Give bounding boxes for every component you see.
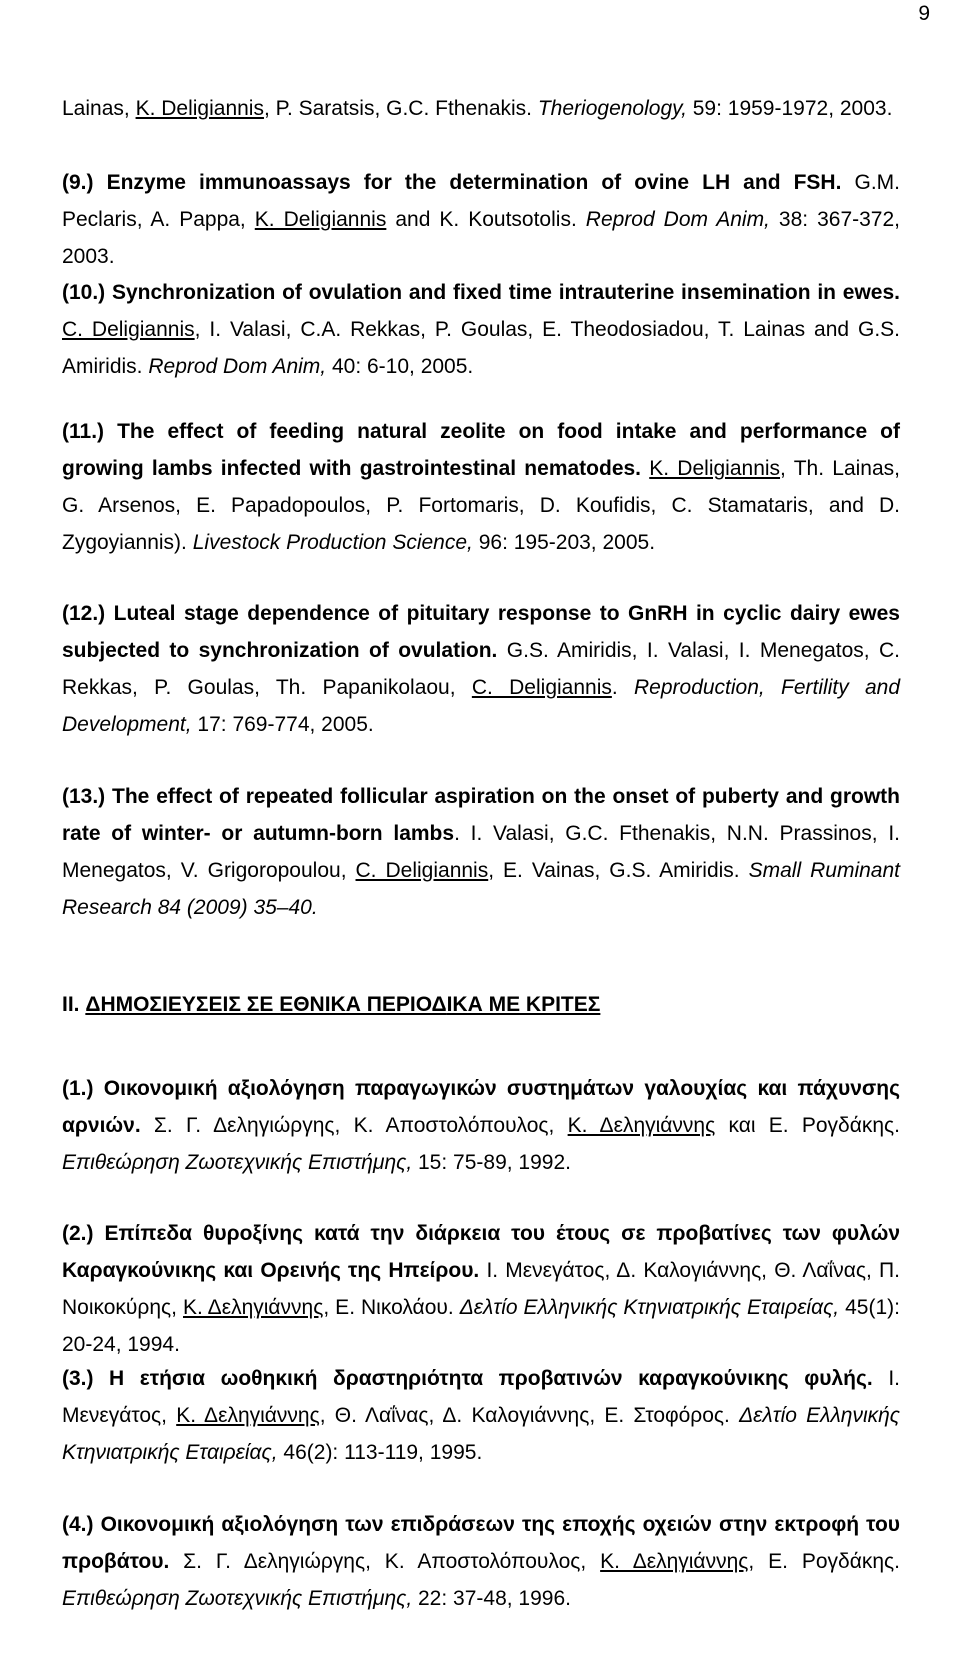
- entry-title: Επίπεδα θυροξίνης κατά την διάρκεια του έτους σε προβατίνες των φυλών Καραγκούνικης και Ορεινής της Ηπείρου.: [62, 1222, 900, 1282]
- entry-journal: Επιθεώρηση Ζωοτεχνικής Επιστήμης,: [62, 1151, 413, 1174]
- entry-number: (12.): [62, 602, 106, 625]
- entry-author-highlight: C. Deligiannis: [62, 318, 195, 341]
- entry-authors: , I. Valasi, C.A. Rekkas, P. Goulas, E. Theodosiadou, T. Lainas and G.S. Amiridis.: [62, 318, 901, 378]
- entry-authors: Σ. Γ. Δεληγιώργης, Κ. Αποστολόπουλος,: [140, 1114, 568, 1137]
- entry-title: Synchronization of ovulation and fixed time intrauterine insemination in ewes.: [105, 281, 900, 304]
- entry-authors: . I. Valasi, G.C. Fthenakis, N.N. Prassinos, I. Menegatos, V. Grigoropoulou,: [62, 822, 900, 882]
- entry-citation: 96: 195-203, 2005.: [472, 531, 656, 554]
- entry-authors: , Θ. Λαΐνας, Δ. Καλογιάννης, Ε. Στοφόρος.: [319, 1404, 740, 1427]
- entry-number: (3.): [62, 1367, 94, 1390]
- entry-authors: , P. Saratsis, G.C. Fthenakis.: [263, 97, 538, 120]
- entry-citation: 40: 6-10, 2005.: [326, 355, 474, 378]
- entry-authors: Lainas,: [62, 97, 136, 120]
- entry-journal: Δελτίο Ελληνικής Κτηνιατρικής Εταιρείας,: [459, 1296, 840, 1319]
- entry-title: The effect of feeding natural zeolite on food intake and performance of growing lambs infected with gastrointestinal nematodes.: [62, 420, 900, 480]
- entry-author-highlight: Κ. Δεληγιάννης: [176, 1404, 320, 1427]
- publication-entry: [62, 595, 900, 743]
- entry-title: The effect of repeated follicular aspiration on the onset of puberty and growth rate of winter- or autumn-born lambs: [62, 785, 900, 845]
- entry-citation: 38: 367-372, 2003.: [62, 208, 900, 268]
- entry-authors: Ι. Μενεγάτος, Δ. Καλογιάννης, Θ. Λαΐνας, Π. Νοικοκύρης,: [62, 1259, 900, 1319]
- entry-authors: Σ. Γ. Δεληγιώργης, Κ. Αποστολόπουλος,: [169, 1550, 601, 1573]
- entry-journal: Livestock Production Science,: [192, 531, 473, 554]
- entry-author-highlight: K. Deligiannis: [135, 97, 264, 120]
- entry-citation: 15: 75-89, 1992.: [412, 1151, 571, 1174]
- publication-entry: [62, 274, 900, 385]
- publication-entry: [62, 1360, 900, 1471]
- entry-authors: G.S. Amiridis, I. Valasi, I. Menegatos, C. Rekkas, P. Goulas, Th. Papanikolaou,: [62, 639, 900, 699]
- entry-number: (1.): [62, 1077, 94, 1100]
- entry-citation: 22: 37-48, 1996.: [412, 1587, 571, 1610]
- entry-journal: Theriogenology,: [537, 97, 687, 120]
- entry-number: (2.): [62, 1222, 94, 1245]
- entry-number: (4.): [62, 1513, 94, 1536]
- entry-authors: , Th. Lainas, G. Arsenos, E. Papadopoulos, P. Fortomaris, D. Koufidis, C. Stamataris, and D. Zygoyiannis).: [62, 457, 900, 554]
- entry-authors: Ι. Μενεγάτος,: [62, 1367, 900, 1427]
- entry-journal: Reprod Dom Anim,: [585, 208, 770, 231]
- publication-entry: [62, 1215, 900, 1363]
- entry-number: (13.): [62, 785, 106, 808]
- entry-title: Luteal stage dependence of pituitary response to GnRH in cyclic dairy ewes subjected to synchronization of ovulation.: [62, 602, 900, 662]
- entry-citation: 17: 769-774, 2005.: [191, 713, 374, 736]
- section-heading: II. ΔΗΜΟΣΙΕΥΣΕΙΣ ΣΕ ΕΘΝΙΚΑ ΠΕΡΙΟΔΙΚΑ ΜΕ ΚΡΙΤΕΣ: [62, 993, 601, 1016]
- entry-authors: .: [611, 676, 634, 699]
- entry-author-highlight: Κ. Δεληγιάννης: [600, 1550, 749, 1573]
- publication-entry: [62, 1070, 900, 1181]
- entry-author-highlight: Κ. Δεληγιάννης: [183, 1296, 324, 1319]
- entry-title: Enzyme immunoassays for the determination of ovine LH and FSH.: [93, 171, 842, 194]
- entry-author-highlight: K. Deligiannis: [649, 457, 781, 480]
- entry-number: (9.): [62, 171, 94, 194]
- entry-title: Οικονομική αξιολόγηση παραγωγικών συστημάτων γαλουχίας και πάχυνσης αρνιών.: [62, 1077, 900, 1137]
- entry-number: (10.): [62, 281, 106, 304]
- entry-journal: Επιθεώρηση Ζωοτεχνικής Επιστήμης,: [62, 1587, 413, 1610]
- publication-entry: [62, 778, 900, 926]
- entry-journal: Reproduction, Fertility and Development,: [62, 676, 901, 736]
- entry-journal: Δελτίο Ελληνικής Κτηνιατρικής Εταιρείας,: [62, 1404, 900, 1464]
- entry-authors: G.M. Peclaris, A. Pappa,: [62, 171, 900, 231]
- entry-author-highlight: Κ. Δεληγιάννης: [567, 1114, 716, 1137]
- entry-title: Οικονομική αξιολόγηση των επιδράσεων της εποχής οχειών στην εκτροφή του προβάτου.: [62, 1513, 900, 1573]
- entry-authors: [641, 457, 649, 480]
- entry-authors: and K. Koutsotolis.: [386, 208, 586, 231]
- entry-journal: Small Ruminant Research 84 (2009) 35–40.: [62, 859, 900, 919]
- entry-number: (11.): [62, 420, 105, 443]
- entry-authors: , Ε. Ρογδάκης.: [748, 1550, 900, 1573]
- publication-entry-continued: [62, 90, 900, 127]
- entry-citation: 45(1): 20-24, 1994.: [62, 1296, 900, 1356]
- entry-journal: Reprod Dom Anim,: [148, 355, 327, 378]
- publication-entry: [62, 413, 900, 561]
- entry-author-highlight: C. Deligiannis: [471, 676, 612, 699]
- entry-author-highlight: K. Deligiannis: [254, 208, 387, 231]
- page-number: 9: [918, 2, 930, 25]
- entry-authors: , Ε. Νικολάου.: [323, 1296, 460, 1319]
- publication-entry: [62, 164, 900, 275]
- entry-author-highlight: C. Deligiannis: [355, 859, 489, 882]
- entry-authors: και Ε. Ρογδάκης.: [715, 1114, 900, 1137]
- entry-authors: , E. Vainas, G.S. Amiridis.: [488, 859, 749, 882]
- entry-citation: 59: 1959-1972, 2003.: [686, 97, 893, 120]
- entry-title: Η ετήσια ωοθηκική δραστηριότητα προβατινών καραγκούνικης φυλής.: [93, 1367, 873, 1390]
- entry-citation: 46(2): 113-119, 1995.: [277, 1441, 483, 1464]
- publication-entry: [62, 1506, 900, 1617]
